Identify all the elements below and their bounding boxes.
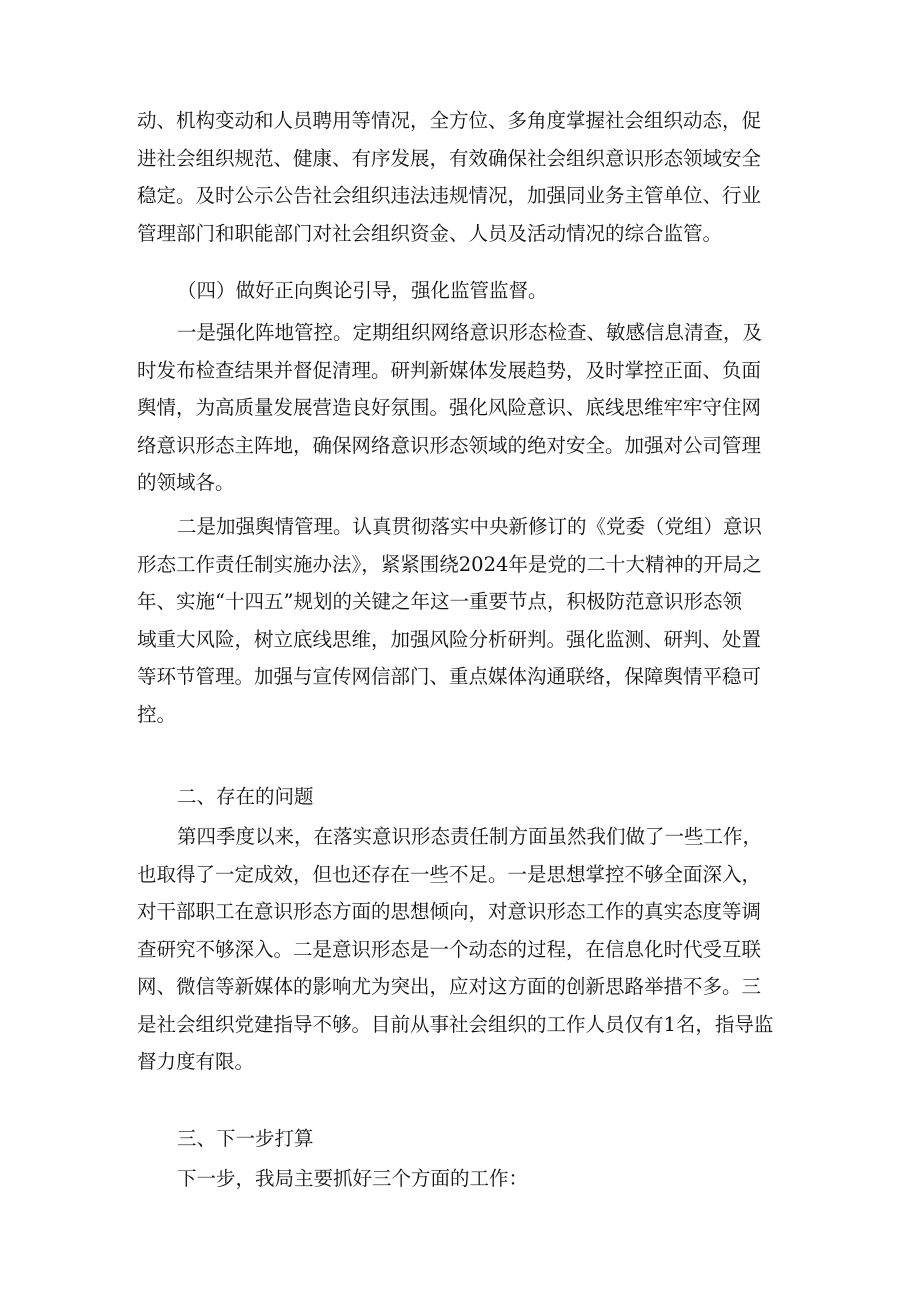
text-line: 动、机构变动和人员聘用等情况，全方位、多角度掌握社会组织动态，促: [137, 109, 762, 132]
text-line: 稳定。及时公示公告社会组织违法违规情况，加强同业务主管单位、行业: [137, 184, 762, 207]
paragraph-social-org-supervision: [137, 102, 787, 252]
text-line: 控。: [137, 702, 177, 726]
text-line: 的领域各。: [137, 471, 235, 494]
section-heading-public-opinion: [137, 272, 787, 310]
section-heading-existing-problems: [137, 778, 787, 816]
paragraph-next-steps-intro: [137, 1160, 787, 1198]
text-line: 网、微信等新媒体的影响尤为突出，应对这方面的创新思路举措不多。三: [137, 975, 762, 998]
text-line: 三、下一步打算: [177, 1127, 314, 1150]
text-line: 督力度有限。: [137, 1050, 255, 1073]
text-line: 下一步，我局主要抓好三个方面的工作：: [177, 1167, 529, 1190]
text-line: 也取得了一定成效，但也还存在一些不足。一是思想掌控不够全面深入，: [137, 862, 762, 886]
text-line: 查研究不够深入。二是意识形态是一个动态的过程，在信息化时代受互联: [137, 937, 762, 961]
text-line: 进社会组织规范、健康、有序发展，有效确保社会组织意识形态领域安全: [137, 146, 762, 170]
text-line: 二是加强舆情管理。认真贯彻落实中央新修订的《党委（党组）意识: [177, 515, 763, 538]
paragraph-problems: [137, 818, 787, 1081]
text-line: 形态工作责任制实施办法》，紧紧围绕2024年是党的二十大精神的开局之: [137, 552, 762, 576]
text-line: 域重大风险，树立底线思维，加强风险分析研判。强化监测、研判、处置: [137, 627, 762, 651]
section-heading-next-steps: [137, 1120, 787, 1158]
text-line: （四）做好正向舆论引导，强化监管监督。: [177, 279, 548, 302]
text-line: 年、实施“十四五”规划的关键之年这一重要节点，积极防范意识形态领: [137, 590, 742, 613]
paragraph-position-control: [137, 314, 787, 502]
paragraph-opinion-management: [137, 508, 787, 733]
text-line: 对干部职工在意识形态方面的思想倾向，对意识形态工作的真实态度等调: [137, 900, 762, 923]
text-line: 时发布检查结果并督促清理。研判新媒体发展趋势，及时掌控正面、负面: [137, 358, 762, 382]
text-line: 是社会组织党建指导不够。目前从事社会组织的工作人员仅有1名，指导监: [137, 1012, 774, 1036]
text-line: 舆情，为高质量发展营造良好氛围。强化风险意识、底线思维牢牢守住网: [137, 396, 762, 419]
text-line: 络意识形态主阵地，确保网络意识形态领域的绝对安全。加强对公司管理: [137, 433, 762, 457]
text-line: 等环节管理。加强与宣传网信部门、重点媒体沟通联络，保障舆情平稳可: [137, 665, 762, 688]
text-line: 管理部门和职能部门对社会组织资金、人员及活动情况的综合监管。: [137, 221, 723, 245]
text-line: 二、存在的问题: [177, 785, 314, 808]
text-line: 第四季度以来，在落实意识形态责任制方面虽然我们做了一些工作，: [177, 825, 763, 848]
text-line: 一是强化阵地管控。定期组织网络意识形态检查、敏感信息清查，及: [177, 321, 763, 344]
